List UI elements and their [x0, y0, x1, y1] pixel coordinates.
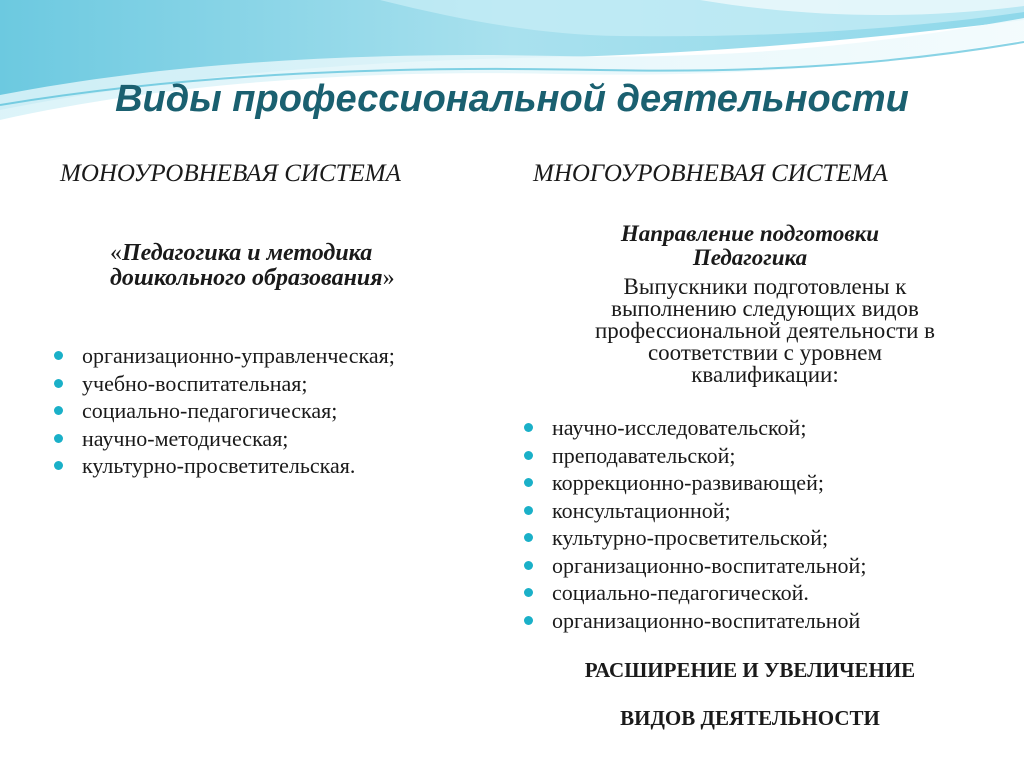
bullet-icon [524, 506, 533, 515]
list-item: консультационной; [522, 497, 866, 525]
bullet-icon [54, 379, 63, 388]
list-item: культурно-просветительская. [52, 452, 395, 480]
list-item: социально-педагогическая; [52, 397, 395, 425]
summary-line-1: РАСШИРЕНИЕ И УВЕЛИЧЕНИЕ [584, 658, 916, 682]
bullet-icon [524, 451, 533, 460]
bullet-icon [54, 461, 63, 470]
quote-open: « [110, 240, 122, 266]
bullet-icon [54, 351, 63, 360]
direction-line-1: Направление подготовки [620, 221, 880, 246]
page-title: Виды профессиональной деятельности [115, 78, 909, 120]
list-item: учебно-воспитательная; [52, 370, 395, 398]
bullet-icon [524, 588, 533, 597]
multi-system-heading: МНОГОУРОВНЕВАЯ СИСТЕМА [533, 160, 888, 187]
specialty-name [110, 241, 395, 291]
training-direction [530, 222, 970, 270]
direction-line-2: Педагогика [692, 245, 808, 270]
list-item: культурно-просветительской; [522, 524, 866, 552]
bullet-icon [524, 561, 533, 570]
graduates-description: Выпускники подготовлены к выполнению следующих видов профессиональной деятельности в соответствии с уровнем квалификации: [594, 274, 936, 387]
bullet-icon [54, 406, 63, 415]
mono-activities-list [52, 342, 395, 480]
bullet-icon [524, 478, 533, 487]
list-item: организационно-воспитательной [522, 607, 866, 635]
list-item: организационно-управленческая; [52, 342, 395, 370]
bullet-icon [524, 533, 533, 542]
specialty-line-2: дошкольного образования [110, 265, 383, 291]
list-item: организационно-воспитательной; [522, 552, 866, 580]
bullet-icon [524, 423, 533, 432]
list-item: научно-исследовательской; [522, 414, 866, 442]
list-item: научно-методическая; [52, 425, 395, 453]
bullet-icon [524, 616, 533, 625]
quote-close: » [382, 265, 395, 291]
mono-system-heading: МОНОУРОВНЕВАЯ СИСТЕМА [60, 160, 401, 187]
multi-activities-list [522, 414, 866, 634]
header-wave-decoration [0, 0, 1024, 150]
summary-line-2: ВИДОВ ДЕЯТЕЛЬНОСТИ [620, 706, 880, 730]
bullet-icon [54, 434, 63, 443]
specialty-line-1: Педагогика и методика [122, 240, 373, 266]
list-item: социально-педагогической. [522, 579, 866, 607]
list-item: коррекционно-развивающей; [522, 469, 866, 497]
list-item: преподавательской; [522, 442, 866, 470]
